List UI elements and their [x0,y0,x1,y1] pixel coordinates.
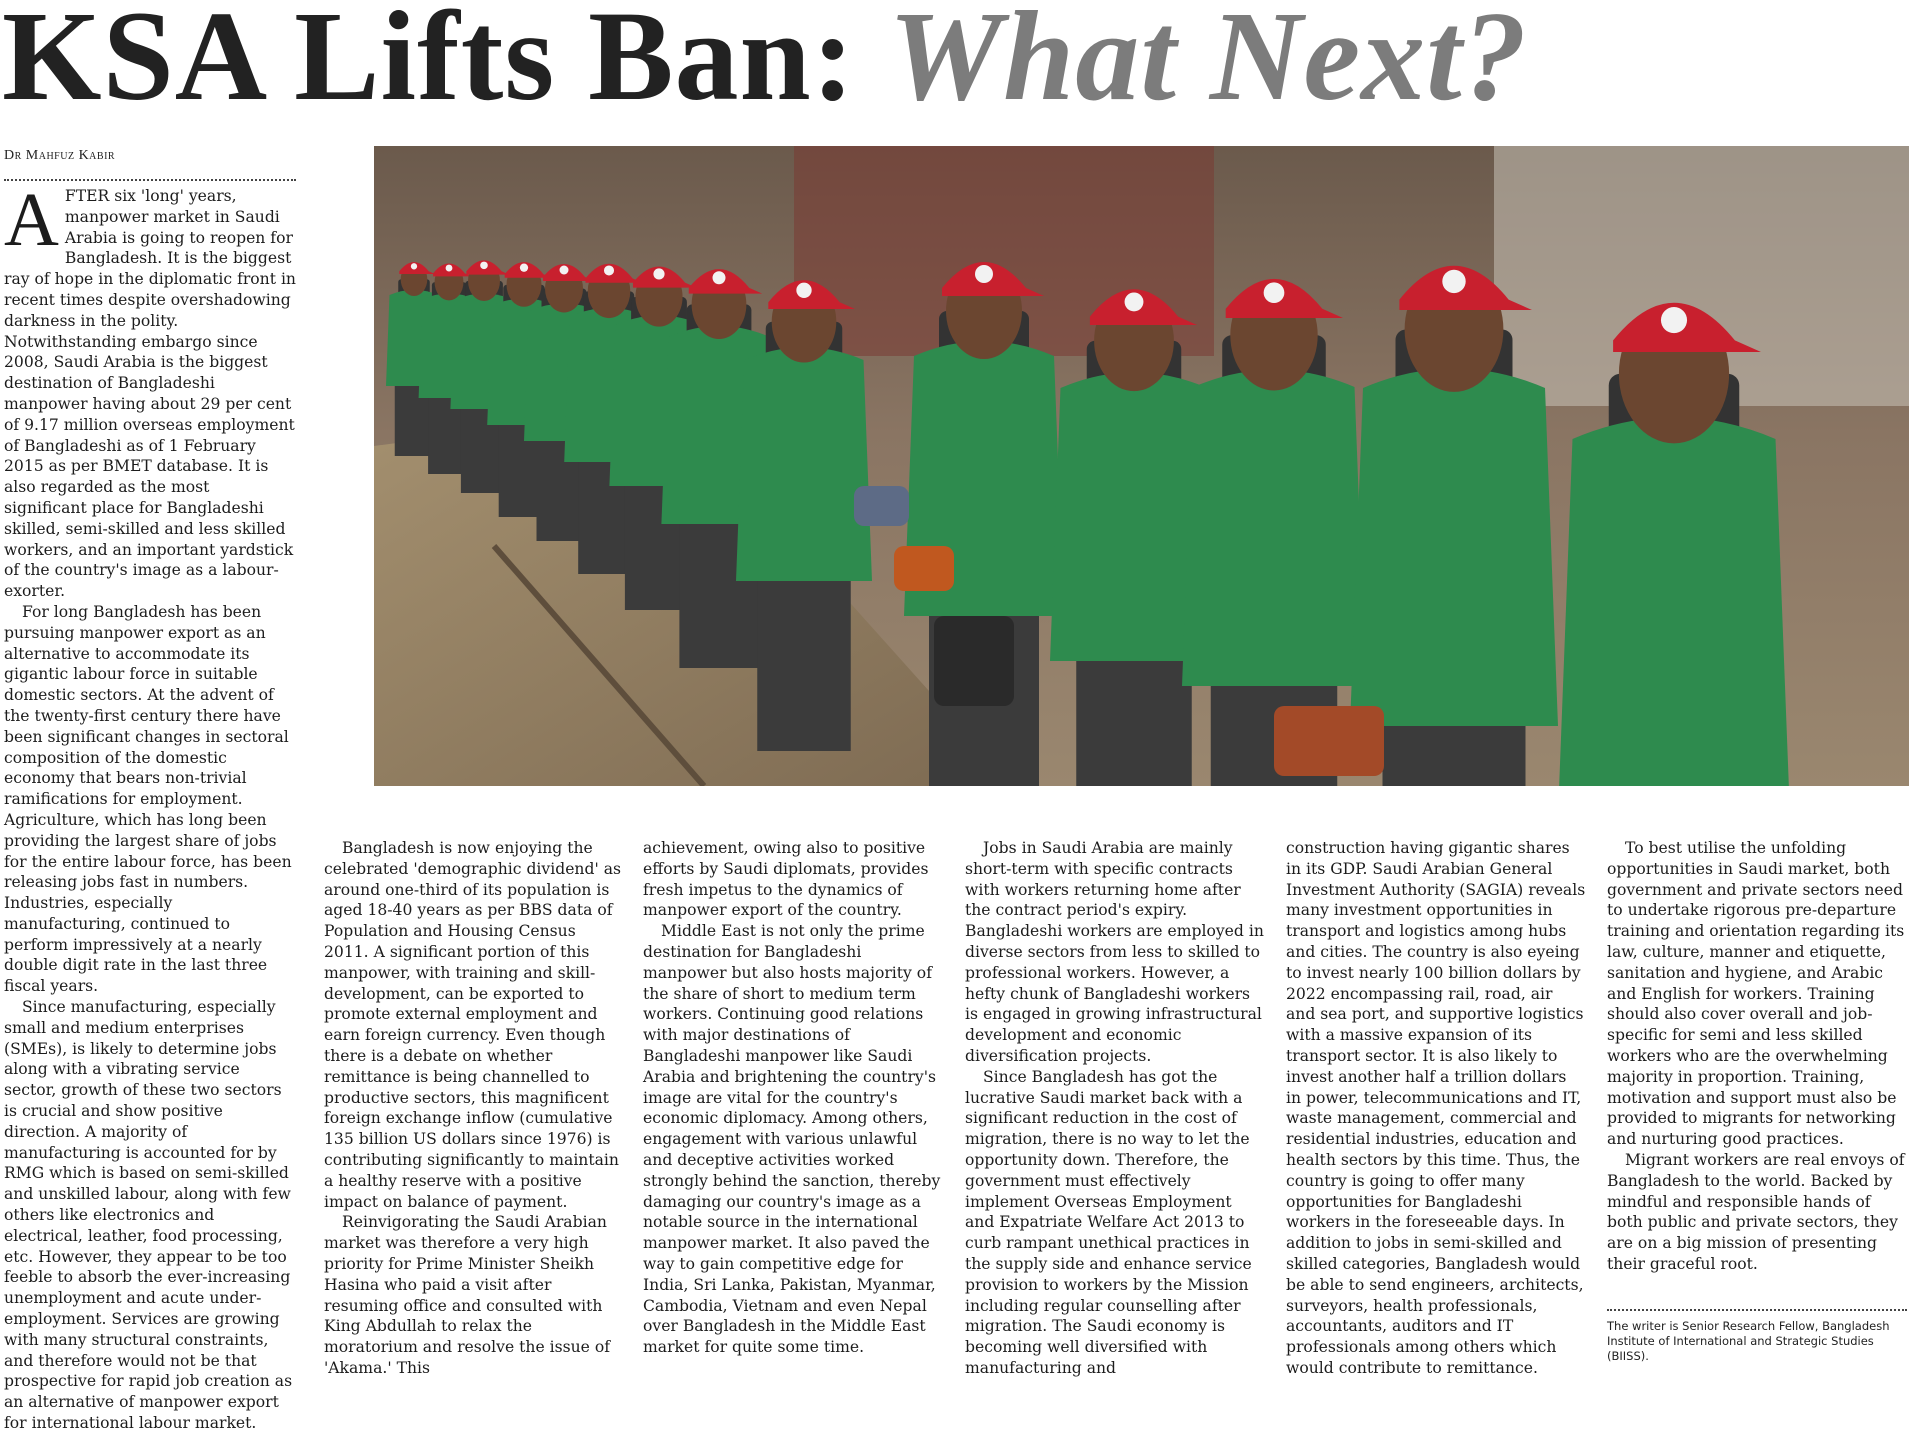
paragraph-2: For long Bangladesh has been pursuing manpower export as an alternative to accommodate its gigantic labour force in suitable domestic sectors. At the advent of the twenty-first century there have been significant changes in sectoral composition of the domestic economy that bears non-trivial ramifications for employment. Agriculture, which has long been providing the largest share of jobs for the entire labour force, has been releasing jobs fast in numbers. Industries, especially manufacturing, continued to perform impressively at a nearly double digit rate in the last three fiscal years. [4,602,292,996]
paragraph-8-continued: construction having gigantic shares in its GDP. Saudi Arabian General Investment Authority (SAGIA) reveals many investment opportunities in transport and logistics among hubs and cities. The country is also eyeing to invest nearly 100 billion dollars by 2022 encompassing rail, road, air and sea port, and supportive logistics with a massive expansion of its transport sector. It is also likely to invest another half a trillion dollars in power, telecommunications and IT, waste management, commercial and residential industries, education and health sectors by this time. Thus, the country is going to offer many opportunities for Bangladeshi workers in the foreseeable days. In addition to jobs in semi-skilled and skilled categories, Bangladesh would be able to send engineers, architects, surveyors, health professionals, accountants, auditors and IT professionals among others which would contribute to remittance. [1286,839,1586,1377]
paragraph-10: Migrant workers are real envoys of Bangladesh to the world. Backed by mindful and responsible hands of both public and private sectors, they are on a big mission of presenting their graceful root. [1607,1150,1905,1273]
paragraph-4: Bangladesh is now enjoying the celebrated 'demographic dividend' as around one-third of its population is aged 18-40 years as per BBS data of Population and Housing Census 2011. A significant portion of this manpower, with training and skill-development, can be exported to promote external employment and earn foreign currency. Even though there is a debate on whether remittance is being channelled to productive sectors, this magnificent foreign exchange inflow (cumulative 135 billion US dollars since 1976) is contributing significantly to maintain a healthy reserve with a positive impact on balance of payment. [324,839,621,1211]
writer-note: The writer is Senior Research Fellow, Bangladesh Institute of International and Strategic Studies (BIISS). [1607,1319,1890,1363]
byline: Dr Mahfuz Kabir [4,148,116,163]
paragraph-1 [4,178,296,602]
paragraph-5-continued: achievement, owing also to positive efforts by Saudi diplomats, provides fresh impetus to the dynamics of manpower export of the country. [643,839,929,920]
paragraph-8: Since Bangladesh has got the lucrative Saudi market back with a significant reduction in the cost of migration, there is no way to let the opportunity down. Therefore, the government must effectively implement Overseas Employment and Expatriate Welfare Act 2013 to curb rampant unethical practices in the supply side and enhance service provision to workers by the Mission including regular counselling after migration. The Saudi economy is becoming well diversified with manufacturing and [965,1067,1252,1377]
paragraph-1-text: FTER six 'long' years, manpower market in Saudi Arabia is going to reopen for Bangladesh. It is the biggest ray of hope in the diplomatic front in recent times despite overshadowing darkness in the polity. Notwithstanding embargo since 2008, Saudi Arabia is the biggest destination of Bangladeshi manpower having about 29 per cent of 9.17 million overseas employment of Bangladeshi as of 1 February 2015 as per BMET database. It is also regarded as the most significant place for Bangladeshi skilled, semi-skilled and less skilled workers, and an important yardstick of the country's image as a labour- exorter. [4,187,296,601]
article-column-4 [965,838,1265,1379]
headline [2,0,1528,127]
paragraph-7: Jobs in Saudi Arabia are mainly short-term with specific contracts with workers returning home after the contract period's expiry. Bangladeshi workers are employed in diverse sectors from less to skilled to professional workers. However, a hefty chunk of Bangladeshi workers is engaged in growing infrastructural development and economic diversification projects. [965,839,1264,1065]
luggage-bag [934,616,1014,706]
luggage-bag [854,486,909,526]
headline-accent: What Next? [888,0,1528,127]
paragraph-9: To best utilise the unfolding opportunities in Saudi market, both government and private sectors need to undertake rigorous pre-departure training and orientation regarding its law, culture, manner and etiquette, sanitation and hygiene, and Arabic and English for workers. Training should also cover overall and job-specific for semi and less skilled workers who are the overwhelming majority in proportion. Training, motivation and support must also be provided to migrants for networking and nurturing good practices. [1607,839,1905,1149]
luggage-bag [1274,706,1384,776]
headline-main: KSA Lifts Ban: [2,0,889,127]
paragraph-6: Middle East is not only the prime destination for Bangladeshi manpower but also hosts majority of the share of short to medium term workers. Continuing good relations with major destinations of Bangladeshi manpower like Saudi Arabia and brightening the country's image are vital for the country's economic diplomacy. Among others, engagement with various unlawful and deceptive activities worked strongly behind the sanction, thereby damaging our country's image as a notable source in the international manpower market. It also paved the way to gain competitive edge for India, Sri Lanka, Pakistan, Myanmar, Cambodia, Vietnam and even Nepal over Bangladesh in the Middle East market for quite some time. [643,922,941,1357]
paragraph-5: Reinvigorating the Saudi Arabian market was therefore a very high priority for Prime Minister Sheikh Hasina who paid a visit after resuming office and consulted with King Abdullah to relax the moratorium and resolve the issue of 'Akama.' This [324,1213,611,1377]
article-column-1 [4,178,296,1434]
article-column-3 [643,838,943,1358]
workers-queue-illustration [374,146,1909,786]
article-column-2 [324,838,624,1379]
drop-cap: A [4,178,59,262]
news-photo [374,146,1909,786]
paragraph-3: Since manufacturing, especially small and medium enterprises (SMEs), is likely to determine jobs along with a vibrating service sector, growth of these two sectors is crucial and show positive direction. A majority of manufacturing is accounted for by RMG which is based on semi-skilled and unskilled labour, along with few others like electronics and electrical, leather, food processing, etc. However, they appear to be too feeble to absorb the ever-increasing unemployment and acute under-employment. Services are growing with many structural constraints, and therefore would not be that prospective for rapid job creation as an alternative of manpower export for international labour market. [4,998,293,1433]
article-column-6 [1607,838,1907,1275]
article-column-5 [1286,838,1586,1379]
luggage-bag [894,546,954,591]
writer-note-divider [1607,1309,1907,1311]
